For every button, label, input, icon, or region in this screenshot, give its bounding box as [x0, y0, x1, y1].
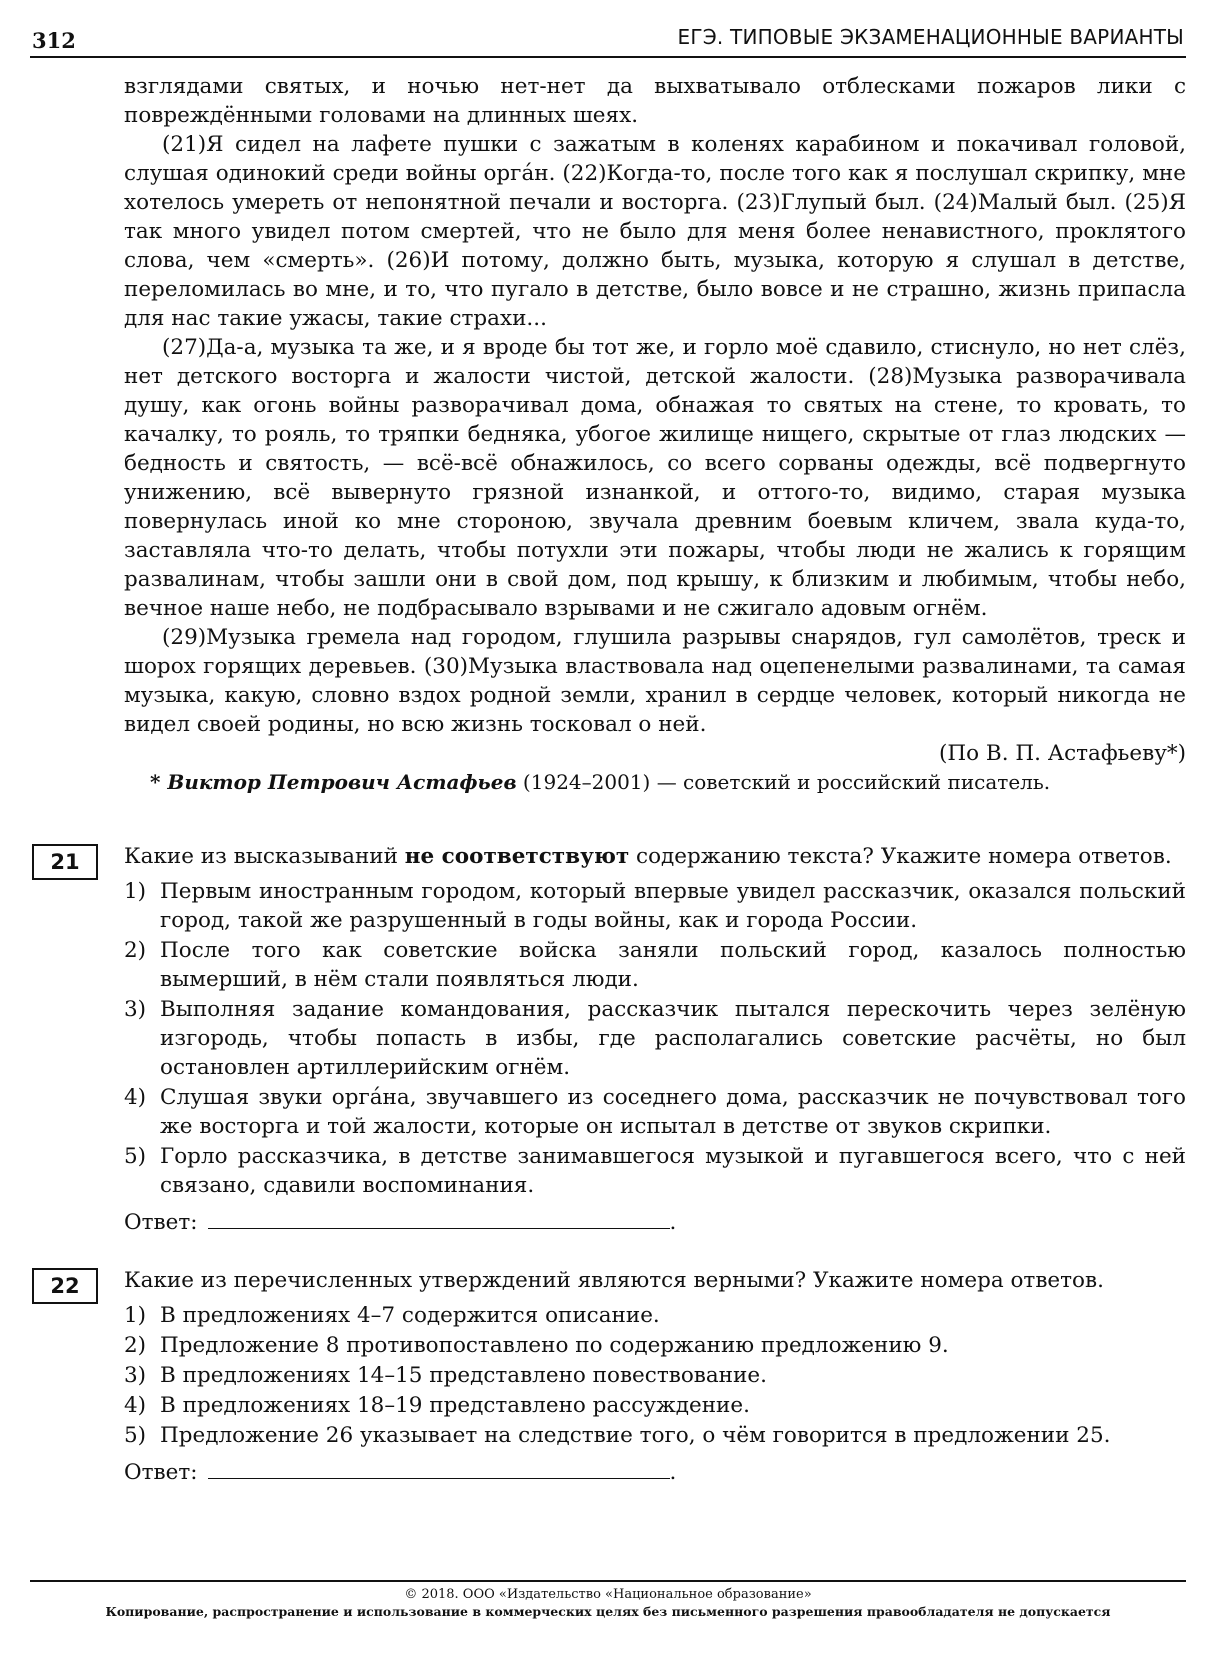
answer-label: Ответ: [124, 1460, 198, 1485]
answer-row [124, 1456, 1186, 1487]
text-source: (По В. П. Астафьеву*) [939, 741, 1186, 766]
option-number: 5) [124, 1423, 147, 1448]
option-item [124, 1361, 1186, 1390]
option-number: 4) [124, 1085, 147, 1110]
option-text: Предложение 8 противопоставлено по содержанию предложению 9. [160, 1333, 949, 1358]
option-item [124, 1301, 1186, 1330]
task-number-badge: 21 [32, 844, 98, 880]
option-text: В предложениях 18–19 представлено рассуждение. [160, 1393, 750, 1418]
text-paragraph: взглядами святых, и ночью нет-нет да выхватывало отблесками пожаров лики с повреждёнными головами на длинных шеях. [124, 74, 1186, 128]
option-item [124, 1421, 1186, 1450]
footnote-author: * Виктор Петрович Астафьев [150, 770, 517, 794]
copyright-line: © 2018. ООО «Издательство «Национальное образование» [404, 1587, 812, 1602]
option-text: В предложениях 4–7 содержится описание. [160, 1303, 660, 1328]
option-item [124, 877, 1186, 935]
page-number: 312 [32, 28, 76, 53]
running-title: ЕГЭ. ТИПОВЫЕ ЭКЗАМЕНАЦИОННЫЕ ВАРИАНТЫ [677, 25, 1184, 49]
option-text: Выполняя задание командования, рассказчик пытался перескочить через зелёную изгородь, чтобы попасть в избы, где располагались советские расчёты, но был остановлен артиллерийским огнём. [160, 997, 1186, 1080]
page-footer [30, 1580, 1186, 1620]
option-text: В предложениях 14–15 представлено повествование. [160, 1363, 767, 1388]
reading-text [124, 72, 1186, 797]
task-question [124, 842, 1186, 871]
option-number: 2) [124, 1333, 147, 1358]
answer-options [124, 1301, 1186, 1450]
answer-field[interactable] [208, 1456, 670, 1479]
answer-options [124, 877, 1186, 1200]
option-item [124, 1391, 1186, 1420]
text-paragraph: (21)Я сидел на лафете пушки с зажатым в коленях карабином и покачивал головой, слушая одинокий среди войны орга́н. (22)Когда-то, после того как я послушал скрипку, мне хотелось умереть от непонятной печали и восторга. (23)Глупый был. (24)Малый был. (25)Я так много увидел потом смертей, что не было для меня более ненавистного, проклятого слова, чем «смерть». (26)И потому, должно быть, музыка, которую я слушал в детстве, переломилась во мне, и то, что пугало в детстве, было вовсе и не страшно, жизнь припасла для нас такие ужасы, такие страхи... [124, 132, 1186, 331]
option-number: 1) [124, 879, 147, 904]
option-number: 3) [124, 1363, 147, 1388]
option-number: 1) [124, 1303, 147, 1328]
option-number: 4) [124, 1393, 147, 1418]
question-text: содержанию текста? Укажите номера ответов. [629, 844, 1172, 869]
option-item [124, 1331, 1186, 1360]
option-item [124, 1083, 1186, 1141]
option-text: Слушая звуки орга́на, звучавшего из соседнего дома, рассказчик не почувствовал того же восторга и той жалости, которые он испытал в детстве от звуков скрипки. [160, 1085, 1186, 1139]
option-number: 5) [124, 1144, 147, 1169]
option-text: Горло рассказчика, в детстве занимавшегося музыкой и пугавшегося всего, что с ней связано, сдавили воспоминания. [160, 1144, 1186, 1198]
option-item [124, 936, 1186, 994]
footnote-text: (1924–2001) — советский и российский писатель. [516, 770, 1051, 794]
answer-row [124, 1206, 1186, 1237]
answer-period: . [669, 1210, 677, 1235]
author-footnote [150, 768, 1186, 797]
task-body [124, 1266, 1186, 1487]
option-item [124, 995, 1186, 1082]
text-paragraph: (27)Да-а, музыка та же, и я вроде бы тот же, и горло моё сдавило, стиснуло, но нет слёз, нет детского восторга и жалости чистой, детской жалости. (28)Музыка разворачивала душу, как огонь войны разворачивал дома, обнажая то святых на стене, то кровать, то качалку, то рояль, то тряпки бедняка, убогое жилище нищего, скрытые от глаз людских — бедность и святость, — всё-всё обнажилось, со всего сорваны одежды, всё подвергнуто унижению, всё вывернуто грязной изнанкой, и оттого-то, видимо, старая музыка повернулась иной ко мне стороною, звучала древним боевым кличем, звала куда-то, заставляла что-то делать, чтобы потухли эти пожары, чтобы люди не жались к горящим развалинам, чтобы зашли они в свой дом, под крышу, к близким и любимым, чтобы небо, вечное наше небо, не подбрасывало взрывами и не сжигало адовым огнём. [124, 335, 1186, 621]
task-number-badge: 22 [32, 1268, 98, 1304]
question-emphasis: не соответствуют [404, 844, 630, 869]
copyright-notice: Копирование, распространение и использование в коммерческих целях без письменного разрешения правообладателя не допускается [105, 1604, 1111, 1619]
option-item [124, 1142, 1186, 1200]
question-text: Какие из высказываний [124, 844, 405, 869]
task-body [124, 842, 1186, 1237]
option-text: Предложение 26 указывает на следствие того, о чём говорится в предложении 25. [160, 1423, 1111, 1448]
option-text: После того как советские войска заняли польский город, казалось полностью вымерший, в нём стали появляться люди. [160, 938, 1186, 992]
task-question: Какие из перечисленных утверждений являются верными? Укажите номера ответов. [124, 1268, 1104, 1293]
answer-period: . [669, 1460, 677, 1485]
answer-label: Ответ: [124, 1210, 198, 1235]
text-paragraph: (29)Музыка гремела над городом, глушила разрывы снарядов, гул самолётов, треск и шорох горящих деревьев. (30)Музыка властвовала над оцепенелыми развалинами, та самая музыка, какую, словно вздох родной земли, хранил в сердце человек, который никогда не видел своей родины, но всю жизнь тосковал о ней. [124, 625, 1186, 737]
answer-field[interactable] [208, 1206, 670, 1229]
page-header [30, 22, 1186, 58]
option-text: Первым иностранным городом, который впервые увидел рассказчик, оказался польский город, такой же разрушенный в годы войны, как и города России. [160, 879, 1186, 933]
option-number: 3) [124, 997, 147, 1022]
option-number: 2) [124, 938, 147, 963]
